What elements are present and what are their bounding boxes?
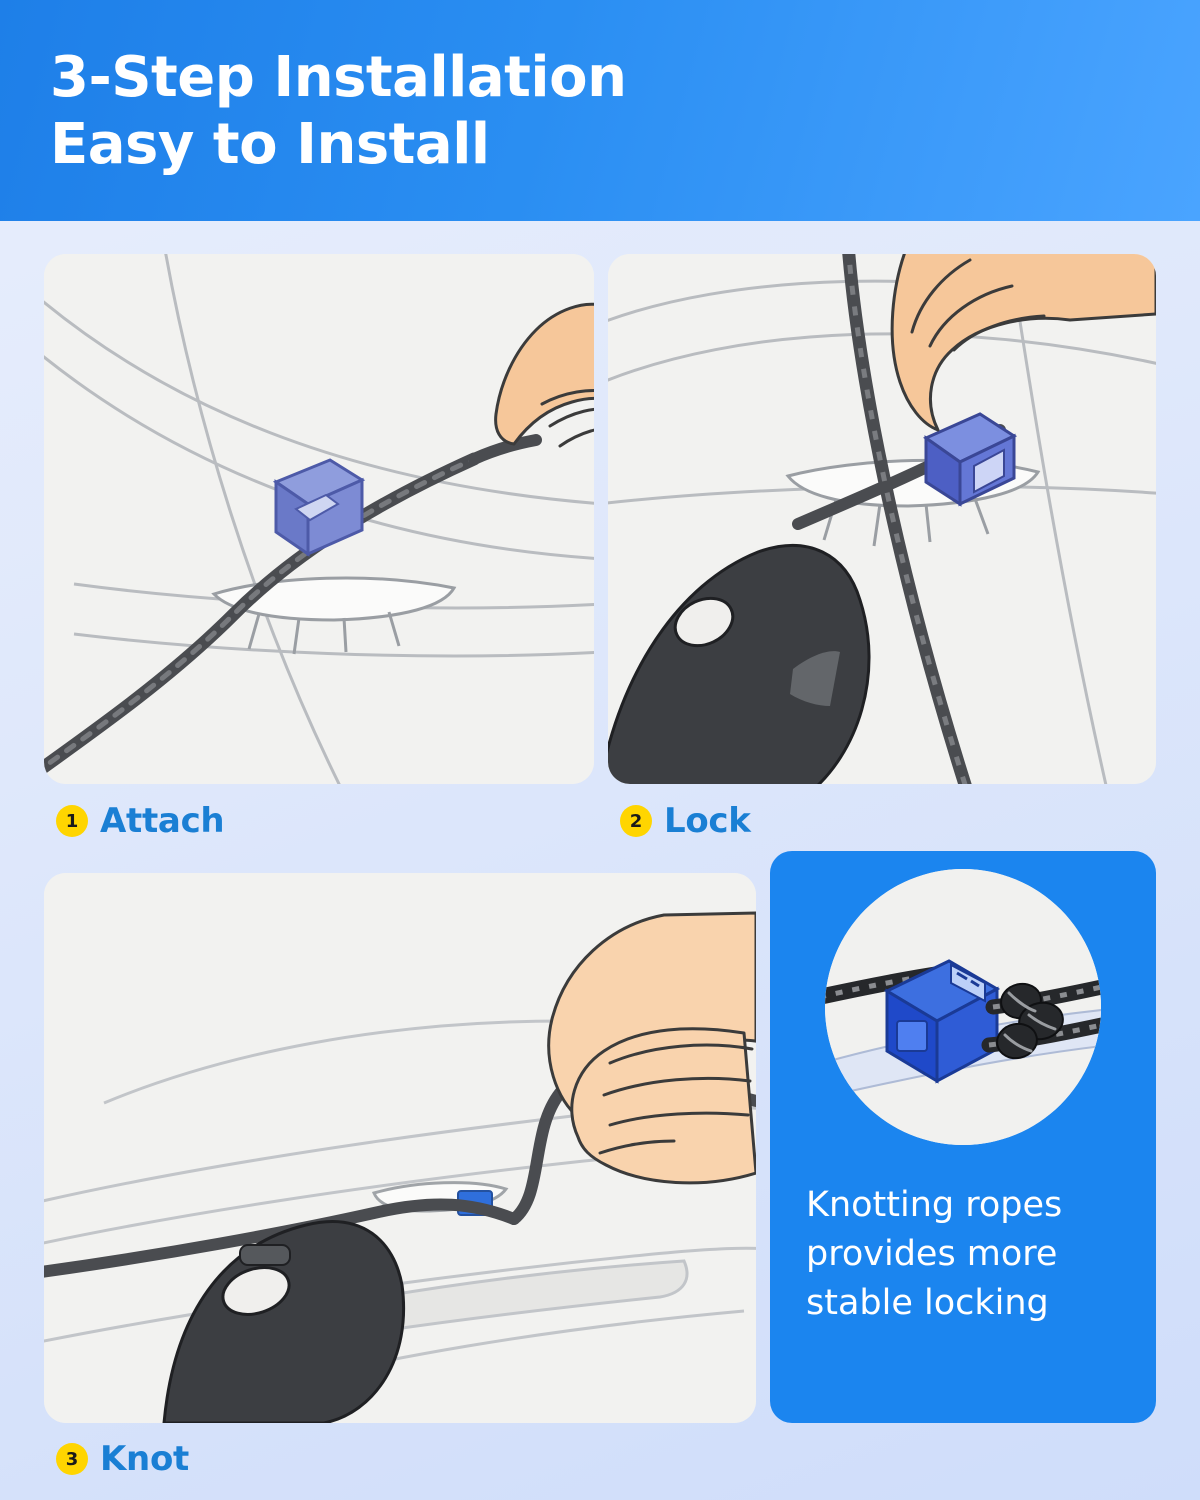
info-panel: [770, 851, 1156, 1423]
page-title: [50, 44, 1200, 178]
page-title-line-1: 3-Step Installation: [50, 45, 627, 110]
step-2-number: 2: [620, 805, 652, 837]
page-title-line-2: Easy to Install: [50, 112, 490, 178]
step-1-illustration: [44, 254, 594, 784]
info-panel-text: Knotting ropes provides more stable locking: [806, 1185, 1063, 1323]
step-2-caption: [620, 801, 751, 841]
step-3-label: Knot: [100, 1439, 189, 1479]
step-2-label: Lock: [664, 801, 751, 841]
step-3-illustration: [44, 873, 756, 1423]
step-1-number: 1: [56, 805, 88, 837]
step-3-caption: [56, 1439, 189, 1479]
steps-stage: [0, 221, 1200, 1500]
knot-closeup-illustration: [825, 869, 1101, 1145]
step-1-caption: [56, 801, 224, 841]
step-2-illustration: [608, 254, 1156, 784]
step-1-label: Attach: [100, 801, 225, 841]
step-3-number: 3: [56, 1443, 88, 1475]
header-banner: [0, 0, 1200, 221]
